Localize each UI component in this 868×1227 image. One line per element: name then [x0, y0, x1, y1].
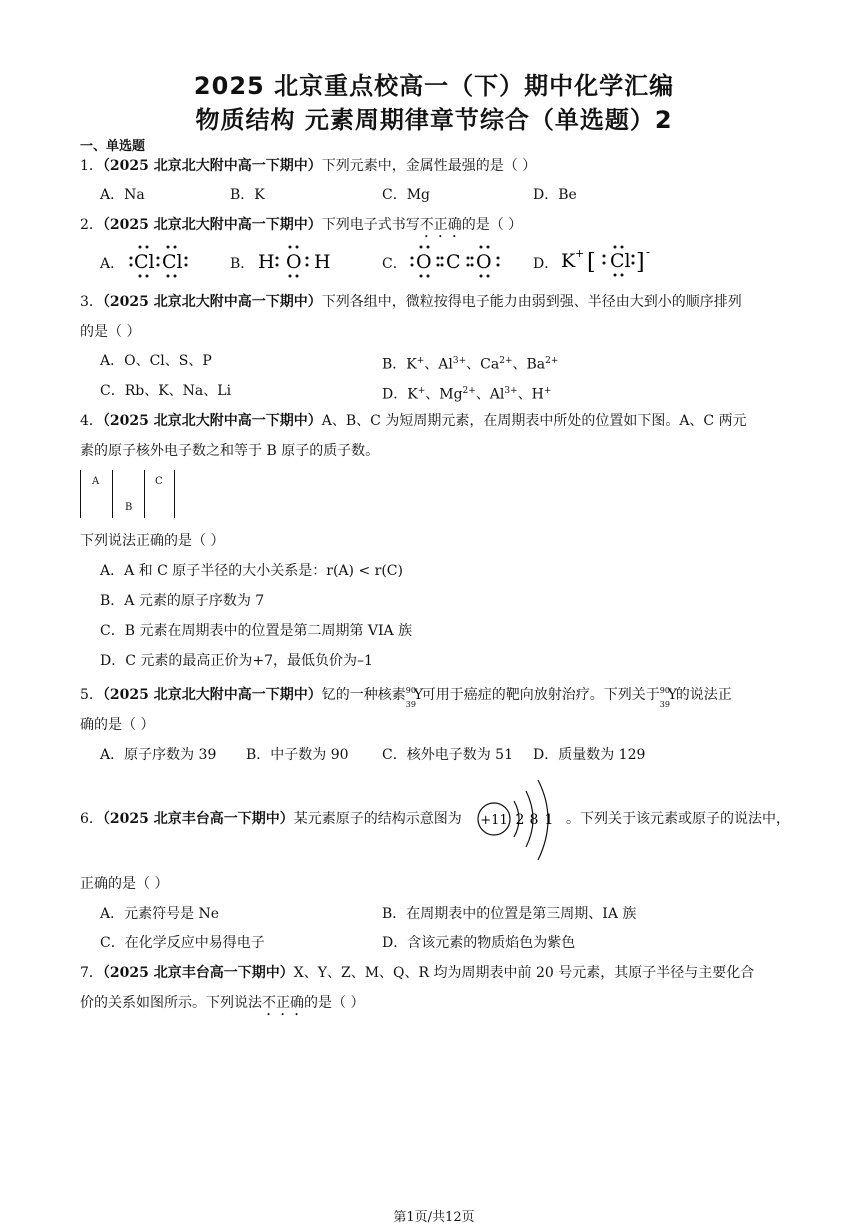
- question-stem-end: 的说法正: [675, 687, 732, 703]
- question-7-line-2: [80, 994, 364, 1019]
- question-5: [80, 686, 732, 709]
- question-stem: X、Y、Z、M、Q、R 均为周期表中前 20 号元素，其原子半径与主要化合: [293, 965, 755, 981]
- option-label: C．: [382, 256, 407, 272]
- option-a: A．A 和 C 原子半径的大小关系是：r(A) < r(C): [100, 563, 403, 579]
- question-4-line-3: 下列说法正确的是（ ）: [80, 533, 225, 549]
- option-d: D．含该元素的物质焰色为紫色: [382, 935, 576, 951]
- option-a: A．O、Cl、S、P: [100, 353, 212, 369]
- option-d: D．C 元素的最高正价为+7，最低负价为–1: [100, 653, 373, 669]
- option-b: B．K: [230, 187, 265, 203]
- cell-label-b: B: [125, 502, 133, 513]
- option-d: D．K+、$Mg^{2+}$、$Al^{3+}$、H+: [382, 386, 552, 403]
- question-source: （2025 北京丰台高一下期中）: [102, 965, 294, 981]
- option-d-lewis: [533, 243, 663, 279]
- periodic-table-fragment: [80, 470, 175, 518]
- lewis-structure-a: [100, 243, 210, 279]
- question-number: 1．: [80, 158, 103, 174]
- question-3-line-2: 的是（ ）: [80, 324, 141, 340]
- question-6: [80, 810, 462, 828]
- question-4-line-2: 素的原子核外电子数之和等于 B 原子的质子数。: [80, 443, 380, 459]
- option-c: C．Mg: [382, 187, 431, 203]
- svg-text:K: K: [561, 250, 576, 272]
- question-1: [80, 157, 536, 175]
- svg-text:Cl: Cl: [162, 251, 183, 273]
- question-2: [80, 216, 522, 241]
- question-source: （2025 北京北大附中高一下期中）: [102, 294, 322, 310]
- question-6-stem-end: 。下列关于该元素或原子的说法中，: [566, 811, 790, 827]
- question-stem: 下列电子式书写: [321, 217, 420, 233]
- page-subtitle: 物质结构 元素周期律章节综合（单选题）2: [195, 106, 673, 134]
- svg-text:H: H: [314, 251, 331, 273]
- question-stem: 某元素原子的结构示意图为: [293, 811, 462, 827]
- lewis-structure-d: [533, 243, 663, 279]
- question-number: 5．: [80, 687, 103, 703]
- option-a: A．元素符号是 Ne: [100, 906, 220, 922]
- svg-text:Cl: Cl: [134, 251, 155, 273]
- shell-count: 1: [544, 812, 554, 828]
- question-stem-mid: 可用于癌症的靶向放射治疗。下列关于: [421, 687, 660, 703]
- svg-text:O: O: [476, 251, 492, 273]
- question-source: （2025 北京北大附中高一下期中）: [102, 217, 322, 233]
- question-stem: 价的关系如图所示。下列说法: [80, 995, 262, 1011]
- question-stem: A、B、C 为短周期元素，在周期表中所处的位置如下图。A、C 两元: [321, 413, 747, 429]
- option-b: B．中子数为 90: [246, 747, 349, 763]
- emphasis-text: 不正确: [262, 995, 304, 1011]
- option-c: C．核外电子数为 51: [382, 747, 513, 763]
- svg-text:+: +: [575, 247, 585, 260]
- atomic-structure-diagram: [474, 774, 566, 866]
- nuclide-symbol: 90 39 Y: [405, 686, 424, 709]
- section-heading: 一、单选题: [80, 139, 146, 154]
- option-b: B．K+、$Al^{3+}$、$Ca^{2+}$、$Ba^{2+}$: [382, 356, 559, 373]
- option-a-lewis: [100, 243, 210, 279]
- question-stem-end: 的是（ ）: [461, 217, 523, 233]
- option-b: B．在周期表中的位置是第三周期、IA 族: [382, 906, 637, 922]
- question-number: 7．: [80, 965, 103, 981]
- page-title: 2025 北京重点校高一（下）期中化学汇编: [193, 72, 675, 100]
- question-stem: 下列各组中，微粒按得电子能力由弱到强、半径由大到小的顺序排列: [321, 294, 742, 310]
- lewis-structure-c: [382, 243, 512, 279]
- cell-label-c: C: [155, 476, 163, 487]
- question-source: （2025 北京丰台高一下期中）: [102, 811, 294, 827]
- lewis-structure-b: [230, 243, 340, 279]
- option-a: A．Na: [100, 187, 145, 203]
- question-6-line-2: 正确的是（ ）: [80, 876, 169, 892]
- grid-line: [80, 470, 81, 518]
- question-number: 3．: [80, 294, 103, 310]
- option-b: B．A 元素的原子序数为 7: [100, 593, 265, 609]
- cell-label-a: A: [92, 476, 100, 487]
- question-stem-end: 的是（ ）: [304, 995, 365, 1011]
- option-c-lewis: [382, 243, 512, 279]
- page-footer: 第1页/共12页: [393, 1210, 475, 1225]
- option-b-lewis: [230, 243, 340, 279]
- option-a: A．原子序数为 39: [100, 747, 217, 763]
- svg-text:]: ]: [636, 250, 645, 275]
- svg-text:Cl: Cl: [610, 250, 631, 272]
- option-c: C．在化学反应中易得电子: [100, 935, 265, 951]
- option-d: D．Be: [533, 187, 577, 203]
- shell-count: 8: [529, 812, 539, 828]
- svg-text:C: C: [446, 251, 461, 273]
- question-4: [80, 412, 747, 430]
- svg-text:H: H: [258, 251, 275, 273]
- question-source: （2025 北京北大附中高一下期中）: [102, 158, 322, 174]
- svg-text:O: O: [286, 251, 302, 273]
- question-source: （2025 北京北大附中高一下期中）: [102, 687, 322, 703]
- question-number: 2．: [80, 217, 103, 233]
- option-c: C．Rb、K、Na、Li: [100, 383, 232, 399]
- nucleus-label: +11: [480, 813, 508, 828]
- svg-text:-: -: [646, 245, 651, 259]
- grid-line: [112, 470, 113, 518]
- option-label: A．: [100, 256, 125, 272]
- question-number: 6．: [80, 811, 103, 827]
- option-d: D．质量数为 129: [533, 747, 646, 763]
- svg-text:O: O: [416, 251, 432, 273]
- grid-line: [144, 470, 145, 518]
- nuclide-symbol: 90 39 Y: [659, 686, 678, 709]
- question-source: （2025 北京北大附中高一下期中）: [102, 413, 322, 429]
- emphasis-text: 不正确: [419, 217, 462, 233]
- question-5-line-2: 确的是（ ）: [80, 717, 155, 733]
- question-7: [80, 964, 754, 982]
- question-number: 4．: [80, 413, 103, 429]
- grid-line: [174, 470, 175, 518]
- shell-count: 2: [515, 812, 525, 828]
- question-stem: 下列元素中，金属性最强的是（ ）: [321, 158, 537, 174]
- question-3: [80, 293, 742, 311]
- svg-text:[: [: [587, 250, 596, 275]
- question-stem: 钇的一种核素: [321, 687, 406, 703]
- option-c: C．B 元素在周期表中的位置是第二周期第 VIA 族: [100, 623, 413, 639]
- option-label: B．: [230, 256, 255, 272]
- option-label: D．: [533, 256, 559, 272]
